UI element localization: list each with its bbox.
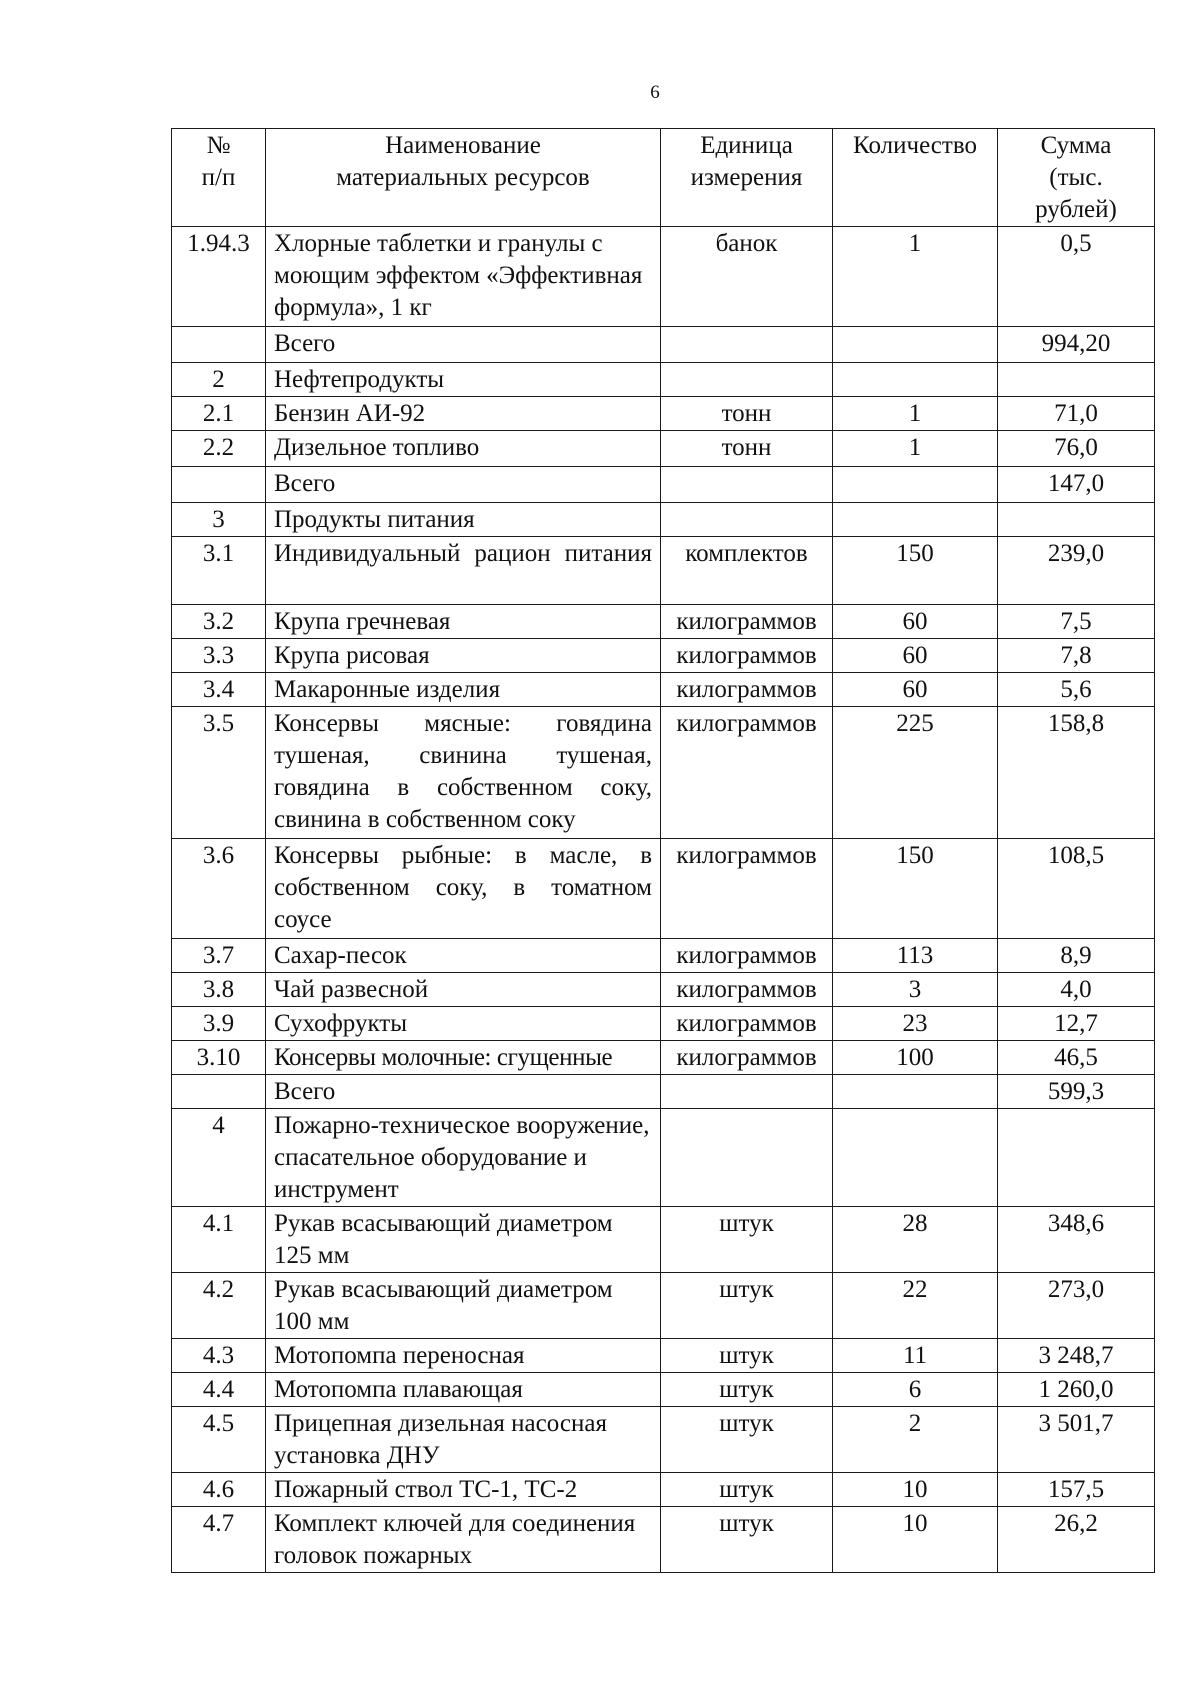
row-quantity: 23 <box>833 1007 998 1041</box>
row-name: Мотопомпа переносная <box>266 1339 661 1373</box>
table-row <box>172 1473 1155 1507</box>
row-sum: 3 248,7 <box>998 1339 1155 1373</box>
row-number: 3.8 <box>172 973 266 1007</box>
row-sum: 599,3 <box>998 1075 1155 1109</box>
row-sum: 273,0 <box>998 1273 1155 1339</box>
row-quantity: 1 <box>833 397 998 431</box>
row-sum: 158,8 <box>998 707 1155 839</box>
row-quantity <box>833 1075 998 1109</box>
row-number <box>172 467 266 503</box>
table-body <box>172 227 1155 1573</box>
row-sum: 7,8 <box>998 639 1155 673</box>
row-quantity: 60 <box>833 639 998 673</box>
row-number <box>172 327 266 363</box>
row-name: Рукав всасывающий диаметром 125 мм <box>266 1207 661 1273</box>
row-number: 2.2 <box>172 431 266 467</box>
row-quantity: 113 <box>833 939 998 973</box>
row-number: 3 <box>172 503 266 537</box>
row-sum: 26,2 <box>998 1507 1155 1573</box>
row-sum: 71,0 <box>998 397 1155 431</box>
row-name: Дизельное топливо <box>266 431 661 467</box>
table-row <box>172 1207 1155 1273</box>
row-sum: 76,0 <box>998 431 1155 467</box>
row-number: 3.1 <box>172 537 266 605</box>
row-number: 2.1 <box>172 397 266 431</box>
header-row <box>172 129 1155 227</box>
row-quantity: 22 <box>833 1273 998 1339</box>
row-sum: 7,5 <box>998 605 1155 639</box>
row-sum <box>998 503 1155 537</box>
row-quantity: 6 <box>833 1373 998 1407</box>
table-row <box>172 839 1155 939</box>
row-sum: 5,6 <box>998 673 1155 707</box>
row-number: 3.7 <box>172 939 266 973</box>
row-number: 4.5 <box>172 1407 266 1473</box>
table-row <box>172 605 1155 639</box>
row-number: 4.4 <box>172 1373 266 1407</box>
row-number: 3.2 <box>172 605 266 639</box>
table-row <box>172 1373 1155 1407</box>
row-unit: штук <box>661 1507 833 1573</box>
row-number: 3.4 <box>172 673 266 707</box>
row-name: Всего <box>266 327 661 363</box>
row-quantity <box>833 1109 998 1207</box>
row-number: 2 <box>172 363 266 397</box>
row-quantity: 60 <box>833 605 998 639</box>
row-quantity: 11 <box>833 1339 998 1373</box>
row-sum: 12,7 <box>998 1007 1155 1041</box>
table-row <box>172 503 1155 537</box>
row-quantity: 150 <box>833 537 998 605</box>
table-row <box>172 1109 1155 1207</box>
row-unit <box>661 363 833 397</box>
row-quantity: 10 <box>833 1473 998 1507</box>
row-unit: килограммов <box>661 973 833 1007</box>
row-sum: 4,0 <box>998 973 1155 1007</box>
row-quantity: 1 <box>833 227 998 327</box>
table-row <box>172 1075 1155 1109</box>
row-quantity <box>833 503 998 537</box>
table-header <box>172 129 1155 227</box>
row-unit: комплектов <box>661 537 833 605</box>
row-unit: тонн <box>661 431 833 467</box>
row-sum <box>998 363 1155 397</box>
table-row <box>172 363 1155 397</box>
row-quantity: 150 <box>833 839 998 939</box>
row-unit: штук <box>661 1207 833 1273</box>
row-name: Хлорные таблетки и гранулы с моющим эффектом «Эффективная формула», 1 кг <box>266 227 661 327</box>
row-unit: килограммов <box>661 707 833 839</box>
header-name: Наименование материальных ресурсов <box>266 129 661 227</box>
row-quantity <box>833 327 998 363</box>
header-quantity: Количество <box>833 129 998 227</box>
row-name: Макаронные изделия <box>266 673 661 707</box>
row-unit <box>661 467 833 503</box>
header-sum: Сумма (тыс. рублей) <box>998 129 1155 227</box>
table-row <box>172 1507 1155 1573</box>
row-name: Сухофрукты <box>266 1007 661 1041</box>
resources-table <box>171 128 1155 1573</box>
row-sum: 0,5 <box>998 227 1155 327</box>
row-quantity: 100 <box>833 1041 998 1075</box>
row-name: Прицепная дизельная насосная установка ДНУ <box>266 1407 661 1473</box>
header-unit: Единица измерения <box>661 129 833 227</box>
row-unit <box>661 327 833 363</box>
row-name: Чай развесной <box>266 973 661 1007</box>
row-number: 3.9 <box>172 1007 266 1041</box>
row-sum: 157,5 <box>998 1473 1155 1507</box>
row-name: Пожарный ствол ТС-1, ТС-2 <box>266 1473 661 1507</box>
row-quantity: 225 <box>833 707 998 839</box>
table-row <box>172 939 1155 973</box>
table-row <box>172 327 1155 363</box>
row-number: 3.5 <box>172 707 266 839</box>
row-name: Нефтепродукты <box>266 363 661 397</box>
row-quantity <box>833 363 998 397</box>
row-name: Мотопомпа плавающая <box>266 1373 661 1407</box>
row-unit: штук <box>661 1339 833 1373</box>
table-row <box>172 537 1155 605</box>
row-unit: килограммов <box>661 673 833 707</box>
row-sum: 108,5 <box>998 839 1155 939</box>
row-name: Сахар-песок <box>266 939 661 973</box>
row-sum: 8,9 <box>998 939 1155 973</box>
table-row <box>172 227 1155 327</box>
row-sum: 147,0 <box>998 467 1155 503</box>
row-number: 1.94.3 <box>172 227 266 327</box>
row-name: Индивидуальный рацион питания <box>266 537 661 605</box>
table-row <box>172 673 1155 707</box>
table-row <box>172 1407 1155 1473</box>
row-unit: килограммов <box>661 839 833 939</box>
row-unit: банок <box>661 227 833 327</box>
row-sum: 239,0 <box>998 537 1155 605</box>
row-number: 3.6 <box>172 839 266 939</box>
row-name: Консервы рыбные: в масле, в собственном соку, в томатном соусе <box>266 839 661 939</box>
row-name: Крупа гречневая <box>266 605 661 639</box>
row-number: 4.2 <box>172 1273 266 1339</box>
row-unit: килограммов <box>661 1041 833 1075</box>
table-row <box>172 467 1155 503</box>
row-sum: 46,5 <box>998 1041 1155 1075</box>
row-unit: штук <box>661 1407 833 1473</box>
table-row <box>172 1273 1155 1339</box>
table-row <box>172 1041 1155 1075</box>
row-quantity: 2 <box>833 1407 998 1473</box>
row-unit: килограммов <box>661 639 833 673</box>
row-unit <box>661 1109 833 1207</box>
row-quantity: 1 <box>833 431 998 467</box>
table-row <box>172 431 1155 467</box>
table-row <box>172 973 1155 1007</box>
row-name: Всего <box>266 1075 661 1109</box>
row-name: Бензин АИ-92 <box>266 397 661 431</box>
row-name: Всего <box>266 467 661 503</box>
table-row <box>172 707 1155 839</box>
row-unit <box>661 1075 833 1109</box>
row-name: Крупа рисовая <box>266 639 661 673</box>
row-name: Продукты питания <box>266 503 661 537</box>
table-row <box>172 639 1155 673</box>
table-row <box>172 397 1155 431</box>
row-name: Консервы мясные: говядина тушеная, свинина тушеная, говядина в собственном соку, свинина в собственном соку <box>266 707 661 839</box>
row-unit <box>661 503 833 537</box>
row-name: Консервы молочные: сгущенные <box>266 1041 661 1075</box>
header-number: № п/п <box>172 129 266 227</box>
row-number: 4.6 <box>172 1473 266 1507</box>
row-sum: 994,20 <box>998 327 1155 363</box>
row-name: Комплект ключей для соединения головок пожарных <box>266 1507 661 1573</box>
row-quantity: 28 <box>833 1207 998 1273</box>
row-quantity: 60 <box>833 673 998 707</box>
row-name: Рукав всасывающий диаметром 100 мм <box>266 1273 661 1339</box>
row-sum: 3 501,7 <box>998 1407 1155 1473</box>
row-unit: килограммов <box>661 1007 833 1041</box>
row-number: 4.1 <box>172 1207 266 1273</box>
row-sum: 348,6 <box>998 1207 1155 1273</box>
table-row <box>172 1339 1155 1373</box>
row-sum: 1 260,0 <box>998 1373 1155 1407</box>
row-name: Пожарно-техническое вооружение, спасательное оборудование и инструмент <box>266 1109 661 1207</box>
row-number: 3.3 <box>172 639 266 673</box>
row-number: 4.3 <box>172 1339 266 1373</box>
row-quantity: 3 <box>833 973 998 1007</box>
row-unit: килограммов <box>661 939 833 973</box>
row-number: 4 <box>172 1109 266 1207</box>
row-unit: тонн <box>661 397 833 431</box>
row-number: 3.10 <box>172 1041 266 1075</box>
row-number <box>172 1075 266 1109</box>
row-unit: штук <box>661 1273 833 1339</box>
row-unit: штук <box>661 1373 833 1407</box>
row-unit: килограммов <box>661 605 833 639</box>
page-number: 6 <box>650 82 660 103</box>
row-number: 4.7 <box>172 1507 266 1573</box>
row-unit: штук <box>661 1473 833 1507</box>
row-quantity <box>833 467 998 503</box>
row-quantity: 10 <box>833 1507 998 1573</box>
table-row <box>172 1007 1155 1041</box>
row-sum <box>998 1109 1155 1207</box>
